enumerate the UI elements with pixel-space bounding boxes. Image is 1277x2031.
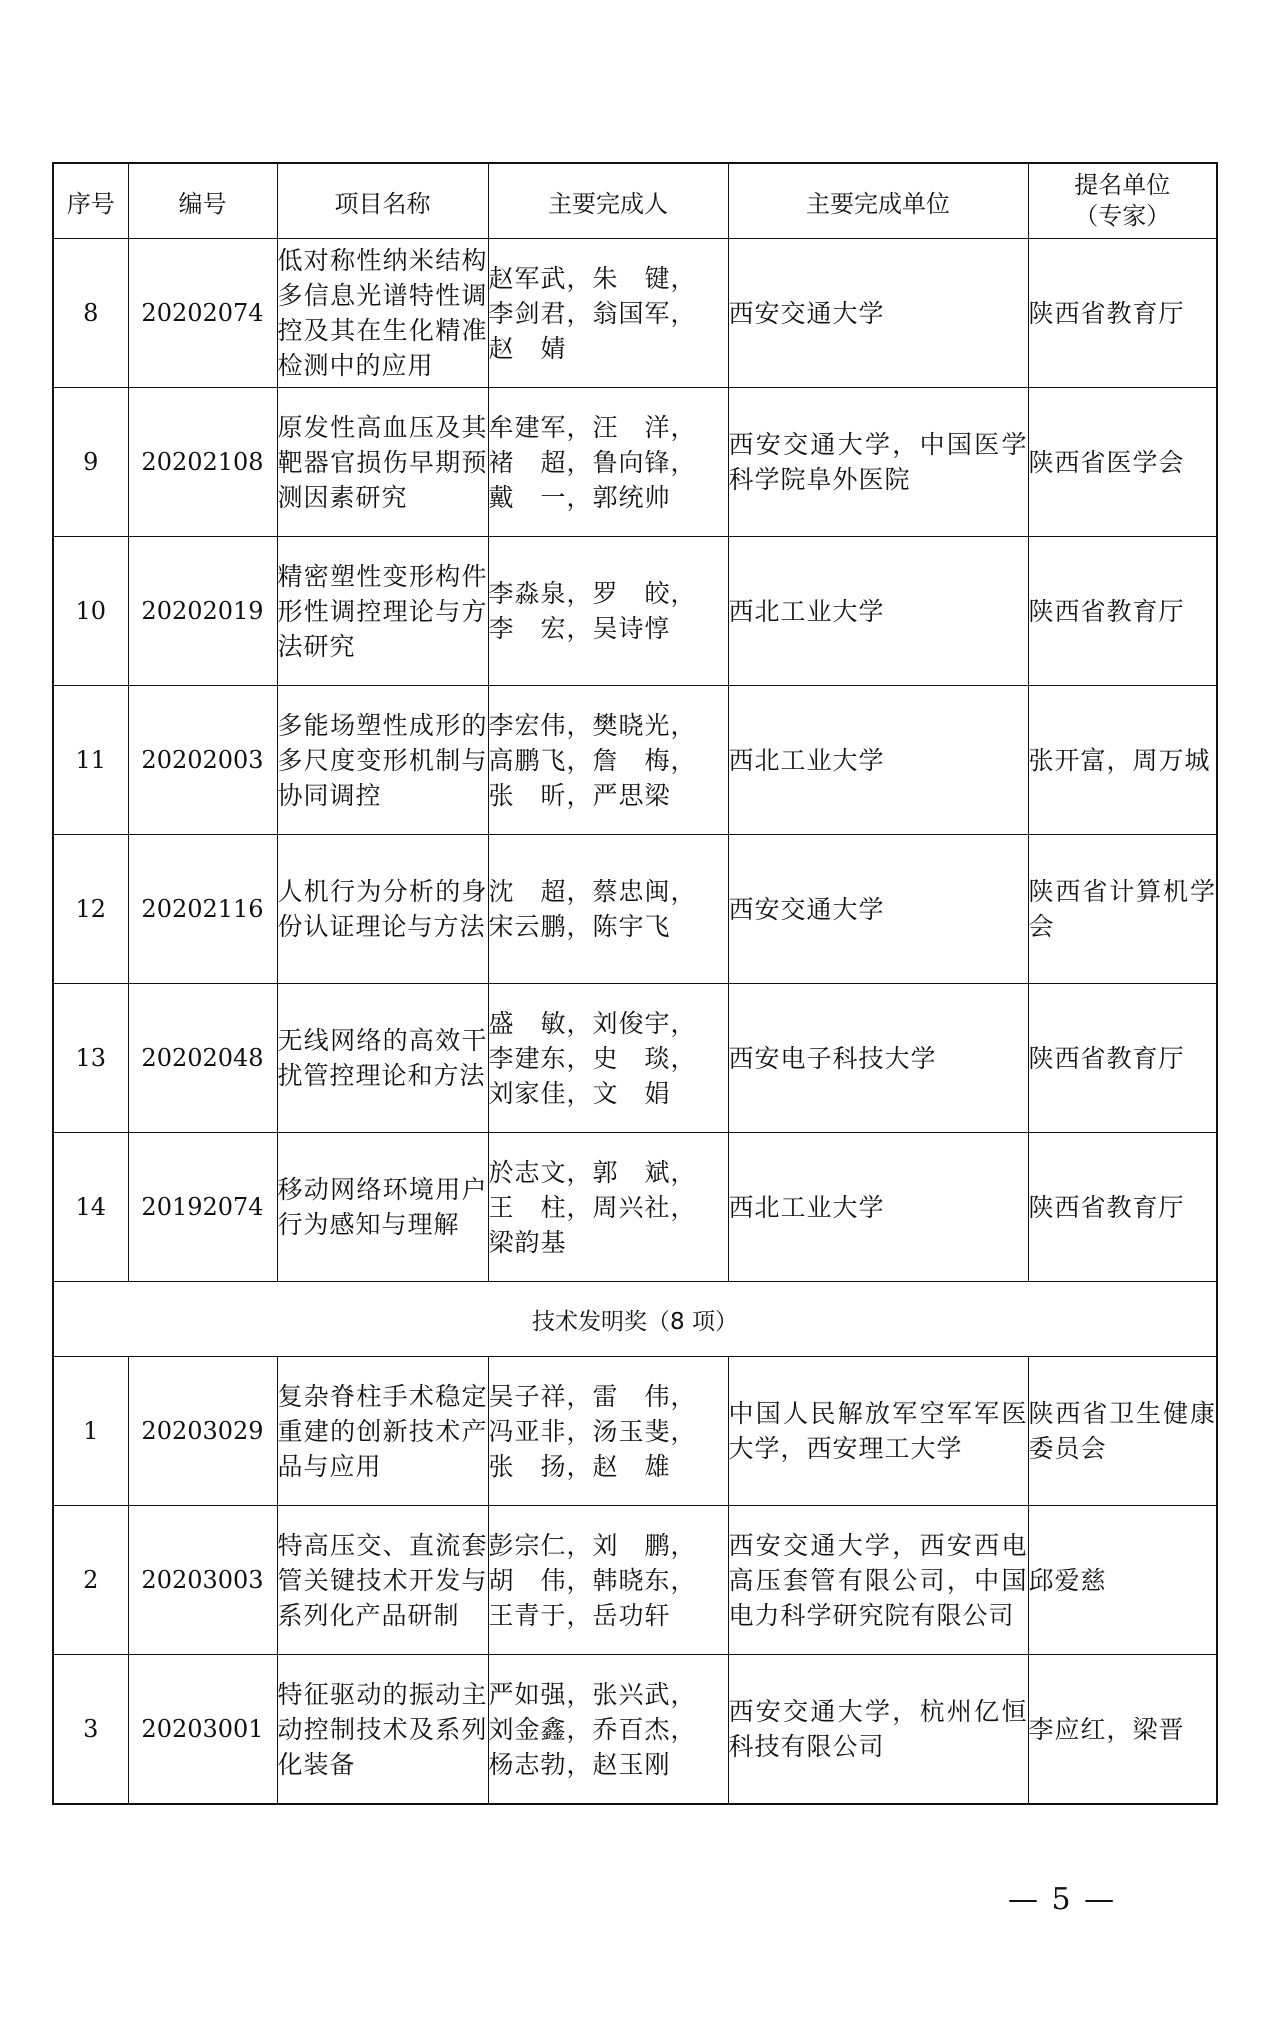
cell-index: 3 [53,1655,128,1805]
table-row [53,537,1217,686]
table-row [53,984,1217,1133]
section-row-group [53,1282,1217,1357]
table-row [53,239,1217,388]
header-nominator-line2: （专家） [1074,202,1171,230]
cell-code: 20203003 [128,1506,277,1655]
cell-nominator: 陕西省教育厅 [1028,537,1217,686]
header-code: 编号 [128,163,277,239]
person-line: 张 昕，严思梁 [488,780,671,810]
cell-units: 西北工业大学 [728,537,1028,686]
cell-units: 西安电子科技大学 [728,984,1028,1133]
person-line: 严如强，张兴武， [488,1679,697,1709]
cell-nominator: 陕西省教育厅 [1028,239,1217,388]
table-row [53,1133,1217,1282]
cell-code: 20202108 [128,388,277,537]
cell-index: 9 [53,388,128,537]
cell-index: 8 [53,239,128,388]
person-line: 李剑君，翁国军， [488,298,697,328]
page-number: — 5 — [1008,1882,1117,1917]
cell-units: 中国人民解放军空军军医大学，西安理工大学 [728,1357,1028,1506]
cell-units: 西安交通大学 [728,239,1028,388]
header-persons: 主要完成人 [488,163,728,239]
person-line: 沈 超，蔡忠闽， [488,877,697,906]
cell-index: 11 [53,686,128,835]
cell-code: 20202019 [128,537,277,686]
awards-table [52,162,1218,1805]
person-line: 盛 敏，刘俊宇， [488,1008,697,1038]
person-line: 王 柱，周兴社， [488,1192,697,1222]
person-line: 吴子祥，雷 伟， [488,1381,697,1411]
cell-code: 20202048 [128,984,277,1133]
person-line: 李淼泉，罗 皎， [488,579,697,608]
cell-units: 西安交通大学，中国医学科学院阜外医院 [728,388,1028,537]
cell-code: 20203029 [128,1357,277,1506]
cell-persons [488,239,728,388]
header-index: 序号 [53,163,128,239]
cell-nominator: 张开富，周万城 [1028,686,1217,835]
table-row [53,388,1217,537]
cell-index: 2 [53,1506,128,1655]
cell-units: 西安交通大学，西安西电高压套管有限公司，中国电力科学研究院有限公司 [728,1506,1028,1655]
cell-persons [488,1655,728,1805]
table-row [53,1357,1217,1506]
cell-persons [488,835,728,984]
cell-persons [488,1133,728,1282]
cell-code: 20203001 [128,1655,277,1805]
cell-project: 精密塑性变形构件形性调控理论与方法研究 [277,537,488,686]
cell-units: 西北工业大学 [728,686,1028,835]
person-line: 牟建军，汪 洋， [488,412,697,442]
header-nominator-line1: 提名单位 [1074,171,1171,199]
table-row [53,686,1217,835]
cell-index: 10 [53,537,128,686]
person-line: 戴 一，郭统帅 [488,482,671,512]
header-nominator [1028,163,1217,239]
person-line: 刘家佳，文 娟 [488,1078,671,1108]
person-line: 李宏伟，樊晓光， [488,710,697,740]
cell-nominator: 李应红，梁晋 [1028,1655,1217,1805]
table-row [53,1506,1217,1655]
person-line: 张 扬，赵 雄 [488,1451,671,1481]
cell-nominator: 陕西省卫生健康委员会 [1028,1357,1217,1506]
cell-project: 多能场塑性成形的多尺度变形机制与协同调控 [277,686,488,835]
person-line: 高鹏飞，詹 梅， [488,745,697,775]
cell-code: 20192074 [128,1133,277,1282]
header-units: 主要完成单位 [728,163,1028,239]
person-line: 王青于，岳功轩 [488,1600,671,1630]
table-row [53,1655,1217,1805]
person-line: 刘金鑫，乔百杰， [488,1714,697,1744]
cell-code: 20202074 [128,239,277,388]
header-project: 项目名称 [277,163,488,239]
cell-persons [488,388,728,537]
cell-project: 移动网络环境用户行为感知与理解 [277,1133,488,1282]
person-line: 李建东，史 琰， [488,1043,697,1073]
cell-nominator: 陕西省计算机学会 [1028,835,1217,984]
cell-nominator: 邱爱慈 [1028,1506,1217,1655]
cell-units: 西北工业大学 [728,1133,1028,1282]
person-line: 於志文，郭 斌， [488,1157,697,1187]
person-line: 胡 伟，韩晓东， [488,1565,697,1595]
cell-project: 复杂脊柱手术稳定重建的创新技术产品与应用 [277,1357,488,1506]
cell-persons [488,537,728,686]
invention-rows [53,1357,1217,1805]
cell-project: 特征驱动的振动主动控制技术及系列化装备 [277,1655,488,1805]
cell-project: 人机行为分析的身份认证理论与方法 [277,835,488,984]
section-row [53,1282,1217,1357]
section-title: 技术发明奖（8 项） [53,1282,1217,1357]
cell-nominator: 陕西省医学会 [1028,388,1217,537]
cell-project: 原发性高血压及其靶器官损伤早期预测因素研究 [277,388,488,537]
cell-persons [488,686,728,835]
person-line: 李 宏，吴诗惇 [488,614,671,643]
cell-code: 20202116 [128,835,277,984]
cell-units: 西安交通大学，杭州亿恒科技有限公司 [728,1655,1028,1805]
table-header-row [53,163,1217,239]
cell-units: 西安交通大学 [728,835,1028,984]
cell-persons [488,1506,728,1655]
table-row [53,835,1217,984]
person-line: 褚 超，鲁向锋， [488,447,697,477]
cell-nominator: 陕西省教育厅 [1028,984,1217,1133]
cell-project: 无线网络的高效干扰管控理论和方法 [277,984,488,1133]
cell-nominator: 陕西省教育厅 [1028,1133,1217,1282]
cell-persons [488,1357,728,1506]
cell-index: 14 [53,1133,128,1282]
person-line: 彭宗仁，刘 鹏， [488,1530,697,1560]
person-line: 冯亚非，汤玉斐， [488,1416,697,1446]
person-line: 赵 婧 [488,333,567,363]
cell-persons [488,984,728,1133]
cell-project: 特高压交、直流套管关键技术开发与系列化产品研制 [277,1506,488,1655]
person-line: 杨志勃，赵玉刚 [488,1749,671,1779]
cell-code: 20202003 [128,686,277,835]
cell-index: 12 [53,835,128,984]
cell-project: 低对称性纳米结构多信息光谱特性调控及其在生化精准检测中的应用 [277,239,488,388]
person-line: 赵军武，朱 键， [488,263,697,293]
natural-science-rows [53,239,1217,1282]
cell-index: 13 [53,984,128,1133]
cell-index: 1 [53,1357,128,1506]
person-line: 宋云鹏，陈宇飞 [488,912,671,941]
person-line: 梁韵基 [488,1227,567,1257]
